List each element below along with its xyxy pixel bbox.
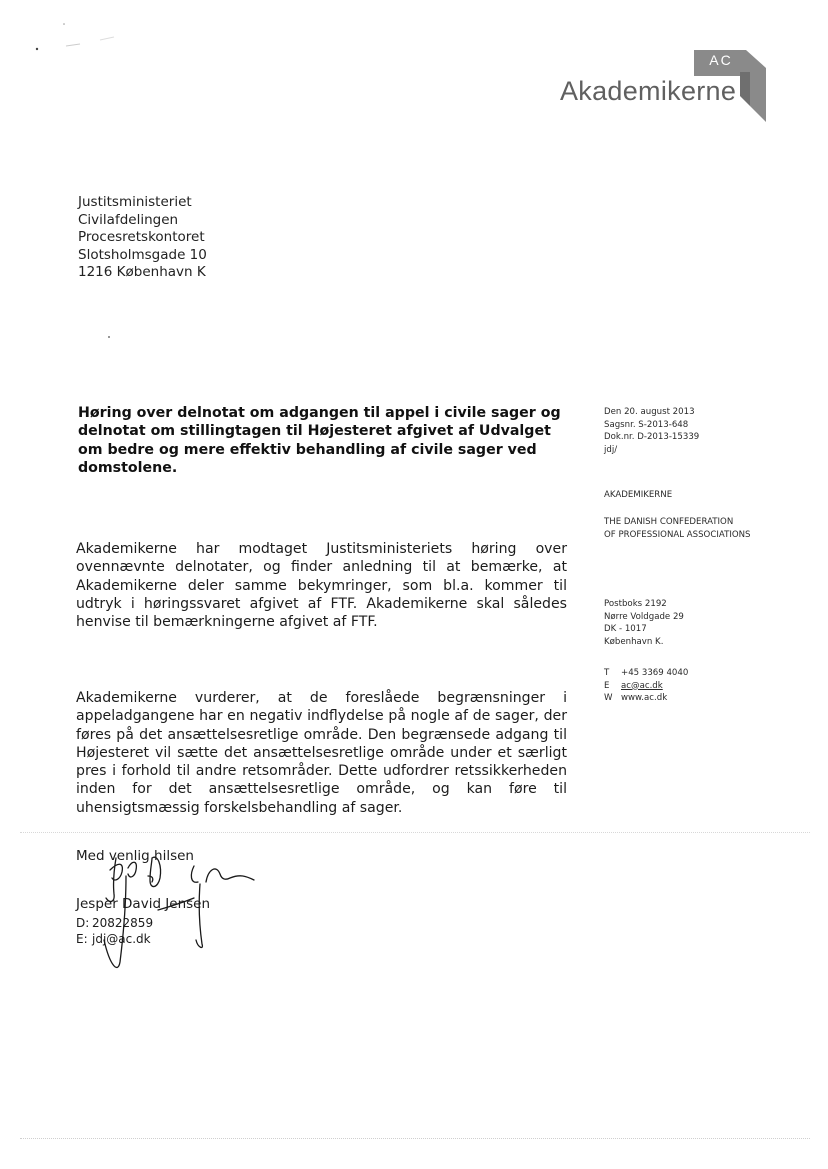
contact-email (604, 680, 688, 693)
body-paragraph: Akademikerne har modtaget Justitsministeriets høring over ovennævnte delnotater, og finder anledning til at bemærke, at Akademikerne deler samme bekymringer, som bl.a. kommer til udtryk i høringssvaret afgivet af FTF. Akademikerne skal således henvise til bemærkningerne afgivet af FTF. (76, 541, 567, 631)
address-line: København K. (604, 636, 664, 647)
closing-greeting: Med venlig hilsen (76, 848, 194, 864)
address-line: Postboks 2192 (604, 599, 667, 609)
contact-phone (604, 667, 688, 680)
logo-wordmark: Akademikerne (560, 76, 737, 106)
letter-subject: Høring over delnotat om adgangen til appel i civile sager og delnotat om stillingtagen til Højesteret afgivet af Udvalget om bedre og mere effektiv behandling af civile sager ved domstolene. (78, 405, 561, 476)
recipient-line: Civilafdelingen (78, 211, 179, 228)
org-name: AKADEMIKERNE (604, 490, 673, 500)
recipient-line: Procesretskontoret (78, 229, 205, 245)
org-address (604, 598, 684, 648)
recipient-line: Justitsministeriet (78, 194, 192, 210)
recipient-line: 1216 København K (78, 264, 206, 280)
scan-divider (20, 832, 810, 833)
contact-key: W (604, 693, 613, 704)
handwritten-signature (80, 840, 280, 990)
recipient-line: Slotsholmsgade 10 (78, 246, 207, 263)
org-english-name (604, 516, 751, 541)
letter-meta (604, 406, 699, 456)
org-contact (604, 667, 688, 705)
signer-name: Jesper David Jensen (76, 896, 211, 912)
case-number: Sagsnr. S-2013-648 (604, 419, 689, 430)
detail-value: jdj@ac.dk (92, 931, 151, 946)
contact-web (604, 692, 688, 705)
email-link[interactable]: ac@ac.dk (621, 680, 663, 691)
org-english-line: OF PROFESSIONAL ASSOCIATIONS (604, 529, 751, 540)
detail-value: 20822859 (92, 916, 154, 930)
phone-number: +45 3369 4040 (621, 668, 689, 678)
org-english-line: THE DANISH CONFEDERATION (604, 517, 734, 527)
address-line: DK - 1017 (604, 624, 647, 635)
initials: jdj/ (604, 444, 618, 455)
logo-badge-text: AC (709, 52, 733, 68)
address-line: Nørre Voldgade 29 (604, 611, 684, 622)
letter-date: Den 20. august 2013 (604, 407, 695, 417)
scan-footer-line (20, 1138, 810, 1139)
contact-key: T (604, 668, 610, 678)
document-number: Dok.nr. D-2013-15339 (604, 432, 700, 443)
detail-key: E: (76, 931, 88, 946)
body-paragraph: Akademikerne vurderer, at de foreslåede begrænsninger i appeladgangene har en negativ indflydelse på nogle af de sager, der føres på det ansættelsesretlige område. Den begrænsede adgang til Højesteret vil sætte det ansættelsesretlige område under et særligt pres i forhold til andre retsområder. Dette udfordrer retssikkerheden inden for det ansættelsesretlige område, og kan føre til uhensigtsmæssig forskelsbehandling af sager. (76, 690, 567, 816)
contact-key: E (604, 680, 610, 691)
website-link[interactable]: www.ac.dk (621, 693, 668, 704)
detail-key: D: (76, 916, 90, 930)
recipient-address (78, 194, 207, 282)
